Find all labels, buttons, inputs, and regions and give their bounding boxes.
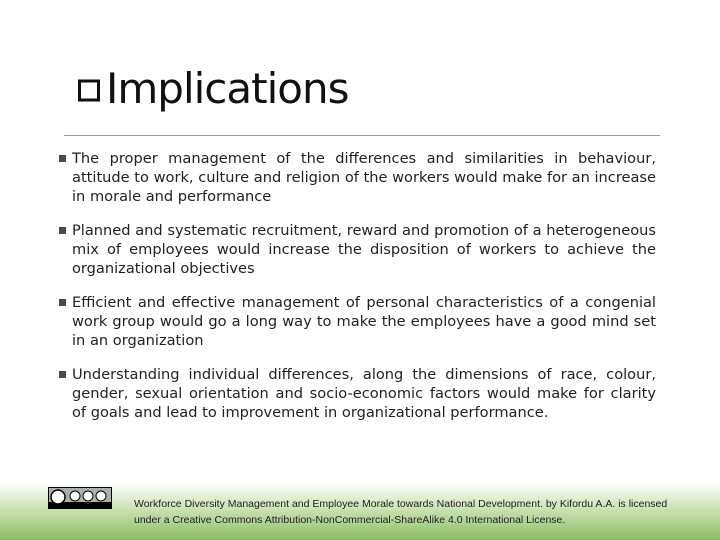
bullet-list — [58, 149, 656, 437]
bullet-item — [58, 293, 656, 350]
bullet-text: Understanding individual differences, along the dimensions of race, colour, gender, sexual orientation and socio-economic factors would make for clarity of goals and lead to improvement in organizational performance. — [72, 366, 656, 421]
bullet-square-icon — [59, 371, 66, 378]
cc-by-nc-sa-icon[interactable] — [48, 487, 112, 509]
slide-title: Implications — [106, 64, 349, 113]
bullet-square-icon — [59, 227, 66, 234]
bullet-text: Planned and systematic recruitment, reward and promotion of a heterogeneous mix of employees would increase the disposition of workers to achieve the organizational objectives — [72, 222, 656, 277]
license-text: Workforce Diversity Management and Employee Morale towards National Development. by Kifordu A.A. is licensed under a Creative Commons Attribution-NonCommercial-ShareAlike 4.0 International License. — [134, 498, 668, 526]
bullet-item — [58, 221, 656, 278]
bullet-square-icon — [59, 155, 66, 162]
title-row — [78, 64, 348, 113]
bullet-item — [58, 365, 656, 422]
bullet-text: The proper management of the differences and similarities in behaviour, attitude to work, culture and religion of the workers would make for an increase in morale and performance — [72, 150, 656, 205]
checkbox-square-icon — [78, 79, 100, 103]
title-divider — [64, 135, 660, 136]
bullet-item — [58, 149, 656, 206]
bullet-text: Efficient and effective management of personal characteristics of a congenial work group would go a long way to make the employees have a good mind set in an organization — [72, 294, 656, 349]
bullet-square-icon — [59, 299, 66, 306]
